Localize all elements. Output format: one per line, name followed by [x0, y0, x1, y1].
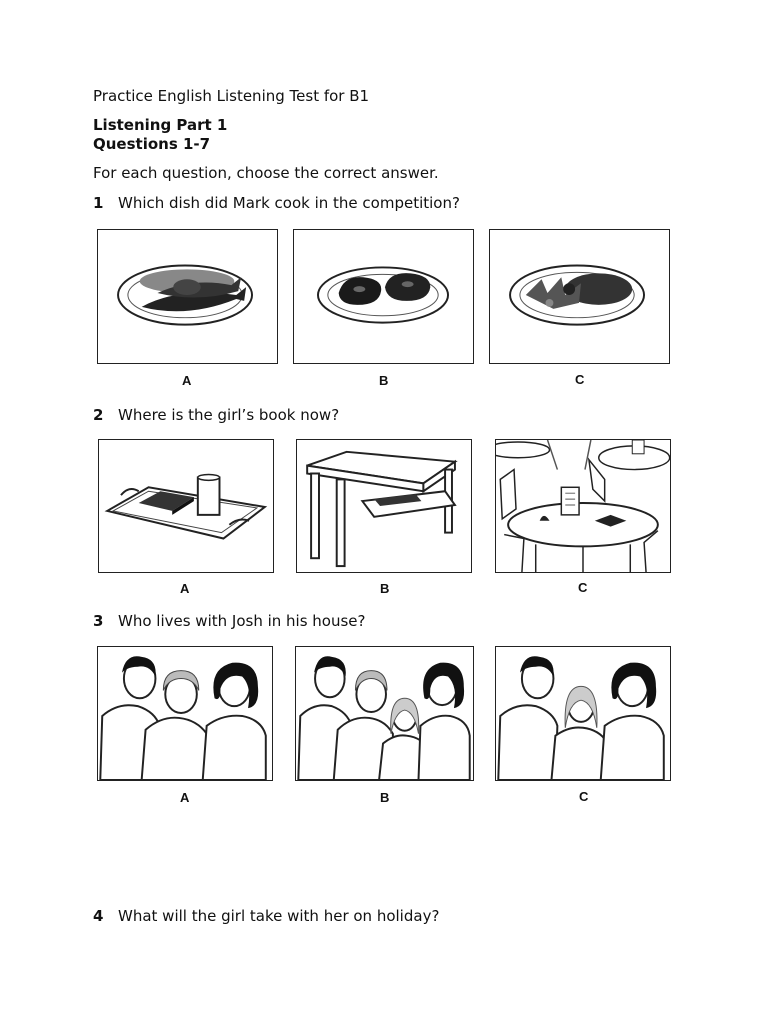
question-text: What will the girl take with her on holiday?: [118, 907, 440, 925]
question-text: Which dish did Mark cook in the competition?: [118, 194, 460, 212]
section-heading: Listening Part 1: [93, 116, 228, 134]
plate-with-salad-and-rice-image: [490, 230, 669, 363]
option-image-3a[interactable]: [97, 646, 273, 781]
book-on-cafe-table-image: [496, 440, 670, 572]
plate-with-steaks-image: [294, 230, 473, 363]
option-image-1b[interactable]: [293, 229, 474, 364]
question-text: Where is the girl’s book now?: [118, 406, 340, 424]
question-number: 1: [93, 194, 104, 212]
option-image-3b[interactable]: [295, 646, 474, 781]
option-label: C: [578, 580, 588, 595]
instruction-text: For each question, choose the correct answer.: [93, 164, 439, 182]
option-image-1c[interactable]: [489, 229, 670, 364]
question-number: 4: [93, 907, 104, 925]
questions-range: Questions 1-7: [93, 135, 211, 153]
option-image-2a[interactable]: [98, 439, 274, 573]
option-image-3c[interactable]: [495, 646, 671, 781]
option-label: B: [380, 790, 390, 805]
question-text: Who lives with Josh in his house?: [118, 612, 366, 630]
book-in-table-drawer-image: [297, 440, 471, 572]
document-title: Practice English Listening Test for B1: [93, 87, 370, 105]
question-number: 3: [93, 612, 104, 630]
man-grandmother-girl-woman-image: [296, 647, 473, 780]
option-label: B: [380, 581, 390, 596]
plate-with-fish-and-rice-image: [98, 230, 277, 363]
option-label: A: [182, 373, 192, 388]
option-label: A: [180, 581, 190, 596]
man-girl-woman-image: [496, 647, 670, 780]
book-on-tray-with-glass-image: [99, 440, 273, 572]
question-number: 2: [93, 406, 104, 424]
man-grandmother-woman-image: [98, 647, 272, 780]
option-label: C: [575, 372, 585, 387]
option-label: A: [180, 790, 190, 805]
option-label: B: [379, 373, 389, 388]
option-image-1a[interactable]: [97, 229, 278, 364]
option-label: C: [579, 789, 589, 804]
option-image-2c[interactable]: [495, 439, 671, 573]
option-image-2b[interactable]: [296, 439, 472, 573]
